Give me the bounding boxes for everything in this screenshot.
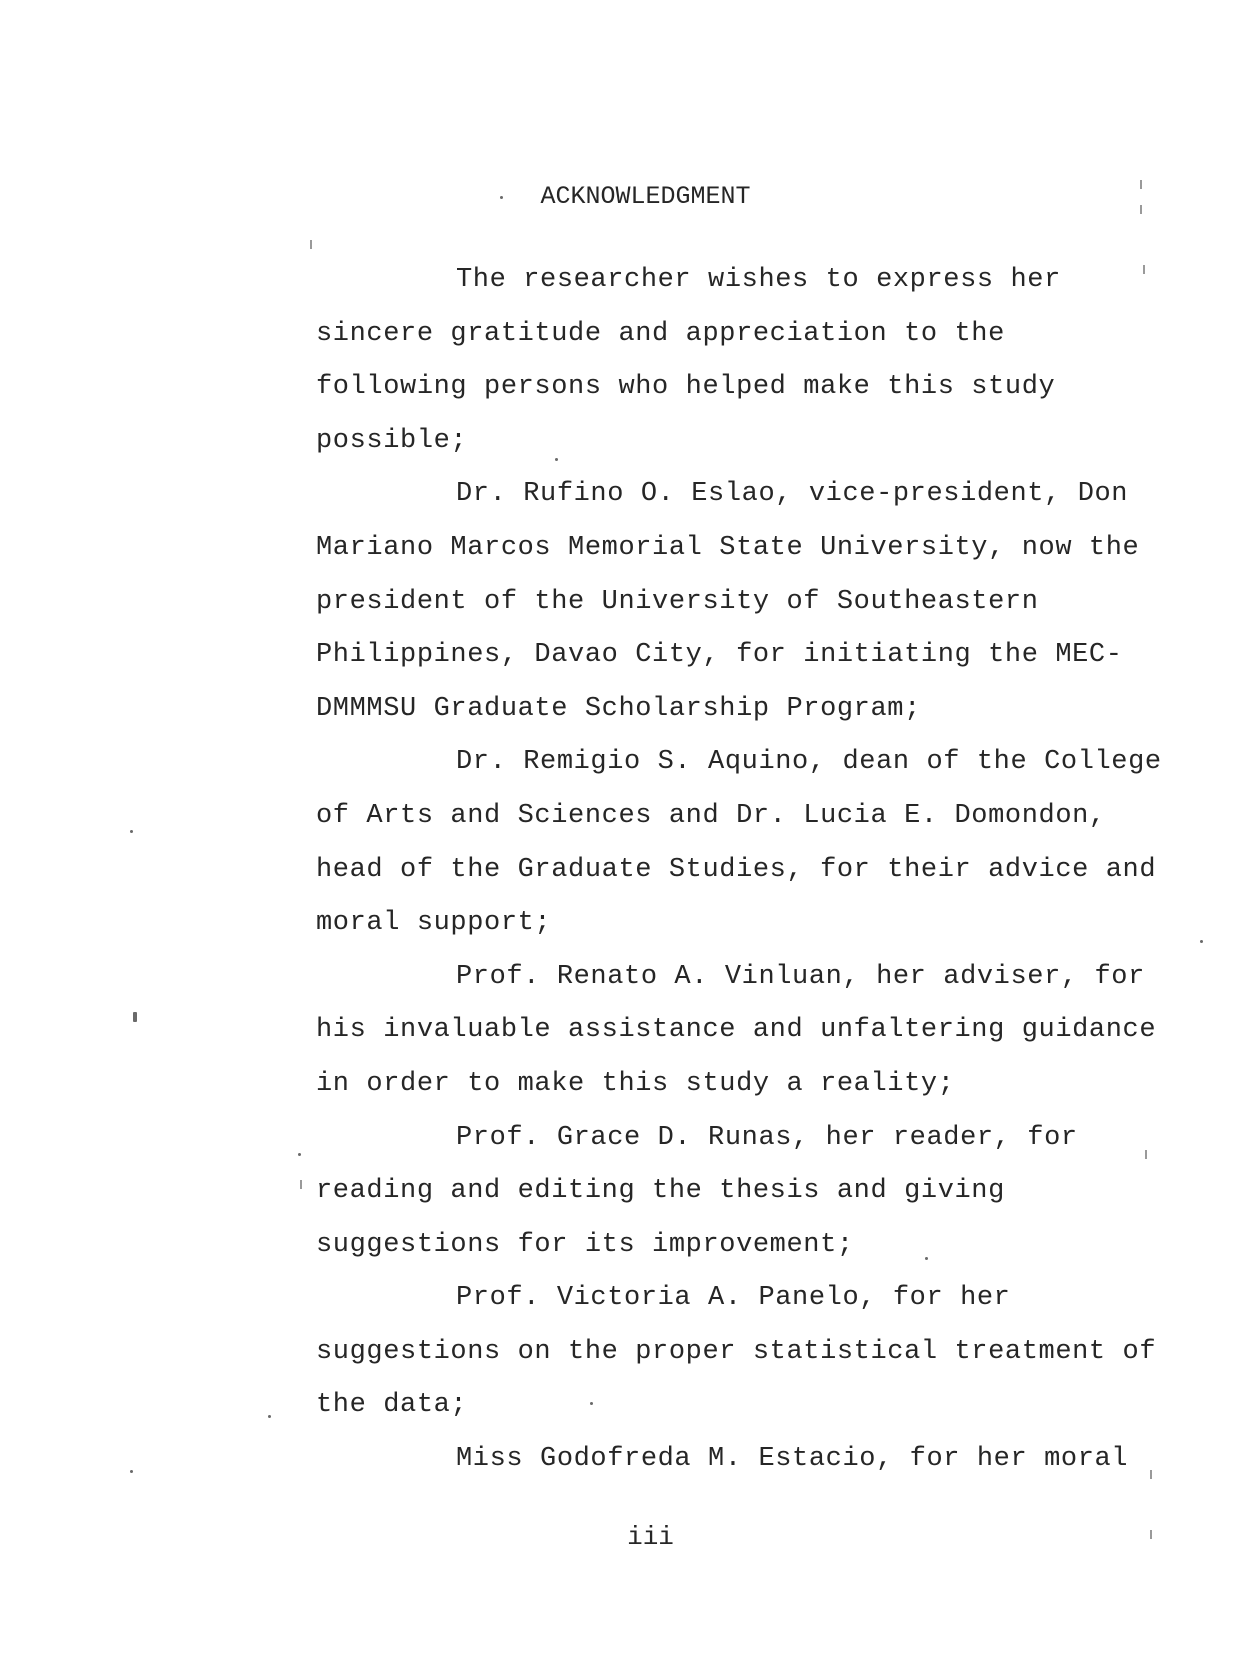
scan-speck <box>268 1415 271 1418</box>
scan-edge-mark <box>1143 265 1145 274</box>
scan-speck <box>130 1470 133 1473</box>
paragraph-eslao: Dr. Rufino O. Eslao, vice-president, Don Mariano Marcos Memorial State University, now the president of the University of Southeastern Philippines, Davao City, for initiating the MEC-DMMMSU Graduate Scholarship Program; <box>316 479 1157 724</box>
scan-speck <box>590 1402 593 1405</box>
paragraph-panelo: Prof. Victoria A. Panelo, for her suggestions on the proper statistical treatment of the data; <box>316 1283 1173 1421</box>
paragraph-vinluan: Prof. Renato A. Vinluan, her adviser, for his invaluable assistance and unfaltering guidance in order to make this study a reality; <box>316 961 1173 1099</box>
scan-speck <box>298 1153 301 1156</box>
page-title: ACKNOWLEDGMENT <box>540 182 751 211</box>
scan-speck <box>130 830 133 833</box>
scan-edge-mark <box>1145 1150 1147 1159</box>
scan-edge-mark <box>1150 1470 1152 1479</box>
scan-speck <box>1200 940 1203 943</box>
scan-edge-mark <box>1140 180 1142 189</box>
scan-speck <box>500 196 503 199</box>
acknowledgment-body <box>316 254 1179 1487</box>
scan-speck <box>133 1012 137 1022</box>
scan-edge-mark <box>310 240 312 249</box>
scan-speck <box>925 1257 928 1260</box>
scan-speck <box>555 458 558 461</box>
paragraph-intro: The researcher wishes to express her sincere gratitude and appreciation to the following persons who helped make this study possible; <box>316 265 1078 456</box>
paragraph-estacio: Miss Godofreda M. Estacio, for her moral <box>456 1444 1129 1475</box>
scan-edge-mark <box>300 1180 302 1189</box>
scan-edge-mark <box>1140 205 1142 214</box>
paragraph-runas: Prof. Grace D. Runas, her reader, for reading and editing the thesis and giving suggestions for its improvement; <box>316 1122 1095 1260</box>
paragraph-aquino-domondon: Dr. Remigio S. Aquino, dean of the College of Arts and Sciences and Dr. Lucia E. Domondon, head of the Graduate Studies, for their advice and moral support; <box>316 747 1179 939</box>
page-number: iii <box>627 1522 674 1552</box>
scan-edge-mark <box>1150 1530 1152 1539</box>
